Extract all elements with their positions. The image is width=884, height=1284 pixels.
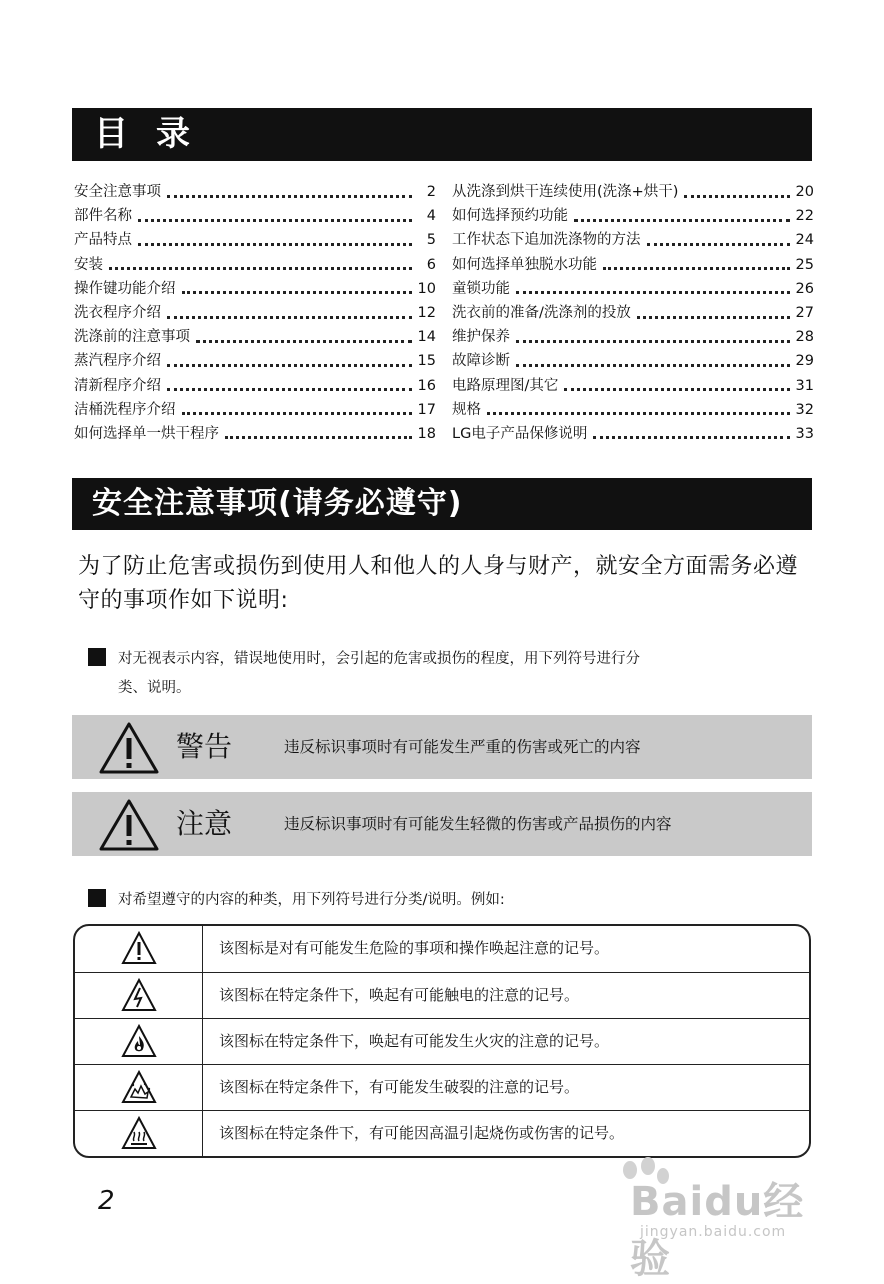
symbol-description: 该图标在特定条件下，唤起有可能发生火灾的注意的记号。 <box>219 1032 610 1050</box>
toc-entry-page: 4 <box>426 208 436 225</box>
toc-dot-leader <box>167 388 412 391</box>
fire-icon <box>121 1024 157 1058</box>
toc-entry <box>74 204 436 228</box>
note-severity-line2: 类、说明。 <box>118 680 191 696</box>
toc-dot-leader <box>516 340 790 343</box>
symbol-description: 该图标在特定条件下，有可能发生破裂的注意的记号。 <box>219 1078 580 1096</box>
caution-description: 违反标识事项时有可能发生轻微的伤害或产品损伤的内容 <box>284 815 672 833</box>
toc-entry-title: 安全注意事项 <box>74 184 161 200</box>
toc-entry <box>452 349 814 373</box>
toc-entry-title: 洗涤前的注意事项 <box>74 329 190 346</box>
toc-entry-title: 故障诊断 <box>452 353 510 370</box>
caution-box <box>72 792 812 856</box>
toc-dot-leader <box>182 291 412 294</box>
toc-entry-page: 32 <box>795 401 814 418</box>
toc-entry-page: 20 <box>795 184 814 200</box>
toc-entry-page: 16 <box>417 377 436 394</box>
watermark-url: jingyan.baidu.com <box>640 1224 787 1240</box>
toc-dot-leader <box>564 388 789 391</box>
toc-dot-leader <box>167 316 412 319</box>
toc-dot-leader <box>109 267 412 270</box>
toc-entry-title: 安装 <box>74 256 103 273</box>
symbol-description: 该图标在特定条件下，唤起有可能触电的注意的记号。 <box>219 986 580 1004</box>
toc-dot-leader <box>487 412 790 415</box>
toc-entry <box>452 253 814 277</box>
symbol-description: 该图标是对有可能发生危险的事项和操作唤起注意的记号。 <box>219 939 610 957</box>
toc-entry-title: 如何选择单独脱水功能 <box>452 256 597 273</box>
toc-entry-page: 25 <box>795 256 814 273</box>
toc-entry-page: 17 <box>417 401 436 418</box>
toc-right-column <box>452 180 814 446</box>
toc-entry-page: 27 <box>795 304 814 321</box>
warning-box <box>72 715 812 779</box>
toc-entry-page: 2 <box>426 184 436 200</box>
warning-triangle-icon <box>98 721 160 775</box>
symbol-table <box>73 924 811 1158</box>
toc-entry-title: 如何选择预约功能 <box>452 208 568 225</box>
toc-entry-title: 规格 <box>452 401 481 418</box>
toc-dot-leader <box>516 291 790 294</box>
toc-entry <box>452 277 814 301</box>
toc-entry-page: 26 <box>795 280 814 297</box>
toc-entry-title: 产品特点 <box>74 232 132 249</box>
symbol-description: 该图标在特定条件下，有可能因高温引起烧伤或伤害的记号。 <box>219 1124 625 1142</box>
toc-entry-title: LG电子产品保修说明 <box>452 425 588 442</box>
symbol-row <box>75 1110 809 1156</box>
toc-dot-leader <box>225 436 412 439</box>
high-temperature-icon <box>121 1116 157 1150</box>
toc-entry-page: 6 <box>426 256 436 273</box>
toc-entry-page: 28 <box>795 329 814 346</box>
toc-entry-title: 洗衣前的准备/洗涤剂的投放 <box>452 304 631 321</box>
toc-dot-leader <box>167 195 412 198</box>
toc-entry-page: 10 <box>417 280 436 297</box>
toc-dot-leader <box>167 364 412 367</box>
toc-entry-page: 14 <box>417 329 436 346</box>
toc-entry-page: 22 <box>795 208 814 225</box>
toc-entry <box>452 422 814 446</box>
toc-dot-leader <box>516 364 790 367</box>
symbol-row <box>75 1018 809 1064</box>
toc-entry <box>452 204 814 228</box>
toc-entry-page: 24 <box>795 232 814 249</box>
toc-entry <box>452 374 814 398</box>
toc-entry-page: 5 <box>426 232 436 249</box>
toc-entry-page: 18 <box>417 425 436 442</box>
baidu-watermark <box>610 1152 820 1282</box>
toc-dot-leader <box>637 316 790 319</box>
note-symbol-types <box>88 886 818 915</box>
toc-dot-leader <box>182 412 412 415</box>
toc-entry <box>74 301 436 325</box>
safety-intro: 为了防止危害或损伤到使用人和他人的人身与财产，就安全方面需务必遵守的事项作如下说明: <box>78 554 799 613</box>
caution-triangle-icon <box>98 798 160 852</box>
toc-entry <box>452 398 814 422</box>
symbol-row <box>75 1064 809 1110</box>
toc-entry <box>74 422 436 446</box>
black-square-icon <box>88 889 106 907</box>
watermark-text: Baidu经验 <box>630 1179 805 1282</box>
general-warning-icon <box>121 931 157 965</box>
symbol-row <box>75 926 809 972</box>
toc-dot-leader <box>138 219 412 222</box>
toc-dot-leader <box>138 243 412 246</box>
toc-entry <box>74 180 436 204</box>
toc-entry-title: 工作状态下追加洗涤物的方法 <box>452 232 641 249</box>
toc-dot-leader <box>647 243 790 246</box>
toc-entry-page: 12 <box>417 304 436 321</box>
toc-entry-title: 洗衣程序介绍 <box>74 304 161 321</box>
toc-dot-leader <box>684 195 789 198</box>
toc-dot-leader <box>593 436 789 439</box>
toc-entry <box>74 228 436 252</box>
toc-entry <box>452 180 814 204</box>
toc-entry-title: 维护保养 <box>452 329 510 346</box>
toc-entry <box>74 277 436 301</box>
toc-entry-title: 部件名称 <box>74 208 132 225</box>
toc-entry-title: 操作键功能介绍 <box>74 280 176 297</box>
toc-entry <box>74 325 436 349</box>
toc-entry-title: 清新程序介绍 <box>74 377 161 394</box>
toc-dot-leader <box>574 219 790 222</box>
note-severity-line1: 对无视表示内容，错误地使用时，会引起的危害或损伤的程度，用下列符号进行分 <box>118 651 640 667</box>
toc-entry-title: 蒸汽程序介绍 <box>74 353 161 370</box>
toc-entry-title: 电路原理图/其它 <box>452 377 559 394</box>
toc-entry <box>452 228 814 252</box>
rupture-icon <box>121 1070 157 1104</box>
toc-entry <box>452 325 814 349</box>
toc-entry-title: 从洗涤到烘干连续使用(洗涤+烘干) <box>452 184 679 200</box>
warning-label: 警告 <box>176 730 233 763</box>
safety-section-title: 安全注意事项(请务必遵守) <box>72 478 812 530</box>
toc-dot-leader <box>603 267 790 270</box>
black-square-icon <box>88 648 106 666</box>
toc-left-column <box>74 180 436 446</box>
toc-entry-page: 29 <box>795 353 814 370</box>
toc-entry <box>452 301 814 325</box>
toc-entry <box>74 398 436 422</box>
note-symbol-types-text: 对希望遵守的内容的种类，用下列符号进行分类/说明。例如: <box>118 892 505 908</box>
caution-label: 注意 <box>176 807 233 840</box>
toc-entry <box>74 349 436 373</box>
symbol-row <box>75 972 809 1018</box>
toc-entry-page: 15 <box>417 353 436 370</box>
electric-shock-icon <box>121 978 157 1012</box>
toc-entry <box>74 374 436 398</box>
page-number: 2 <box>98 1186 115 1216</box>
toc-entry-page: 33 <box>795 425 814 442</box>
toc-title: 目录 <box>72 108 812 161</box>
toc-dot-leader <box>196 340 412 343</box>
toc-entry <box>74 253 436 277</box>
warning-description: 违反标识事项时有可能发生严重的伤害或死亡的内容 <box>284 738 641 756</box>
note-severity <box>88 645 818 703</box>
toc-entry-title: 如何选择单一烘干程序 <box>74 425 219 442</box>
toc-entry-page: 31 <box>795 377 814 394</box>
toc-entry-title: 洁桶洗程序介绍 <box>74 401 176 418</box>
toc-entry-title: 童锁功能 <box>452 280 510 297</box>
